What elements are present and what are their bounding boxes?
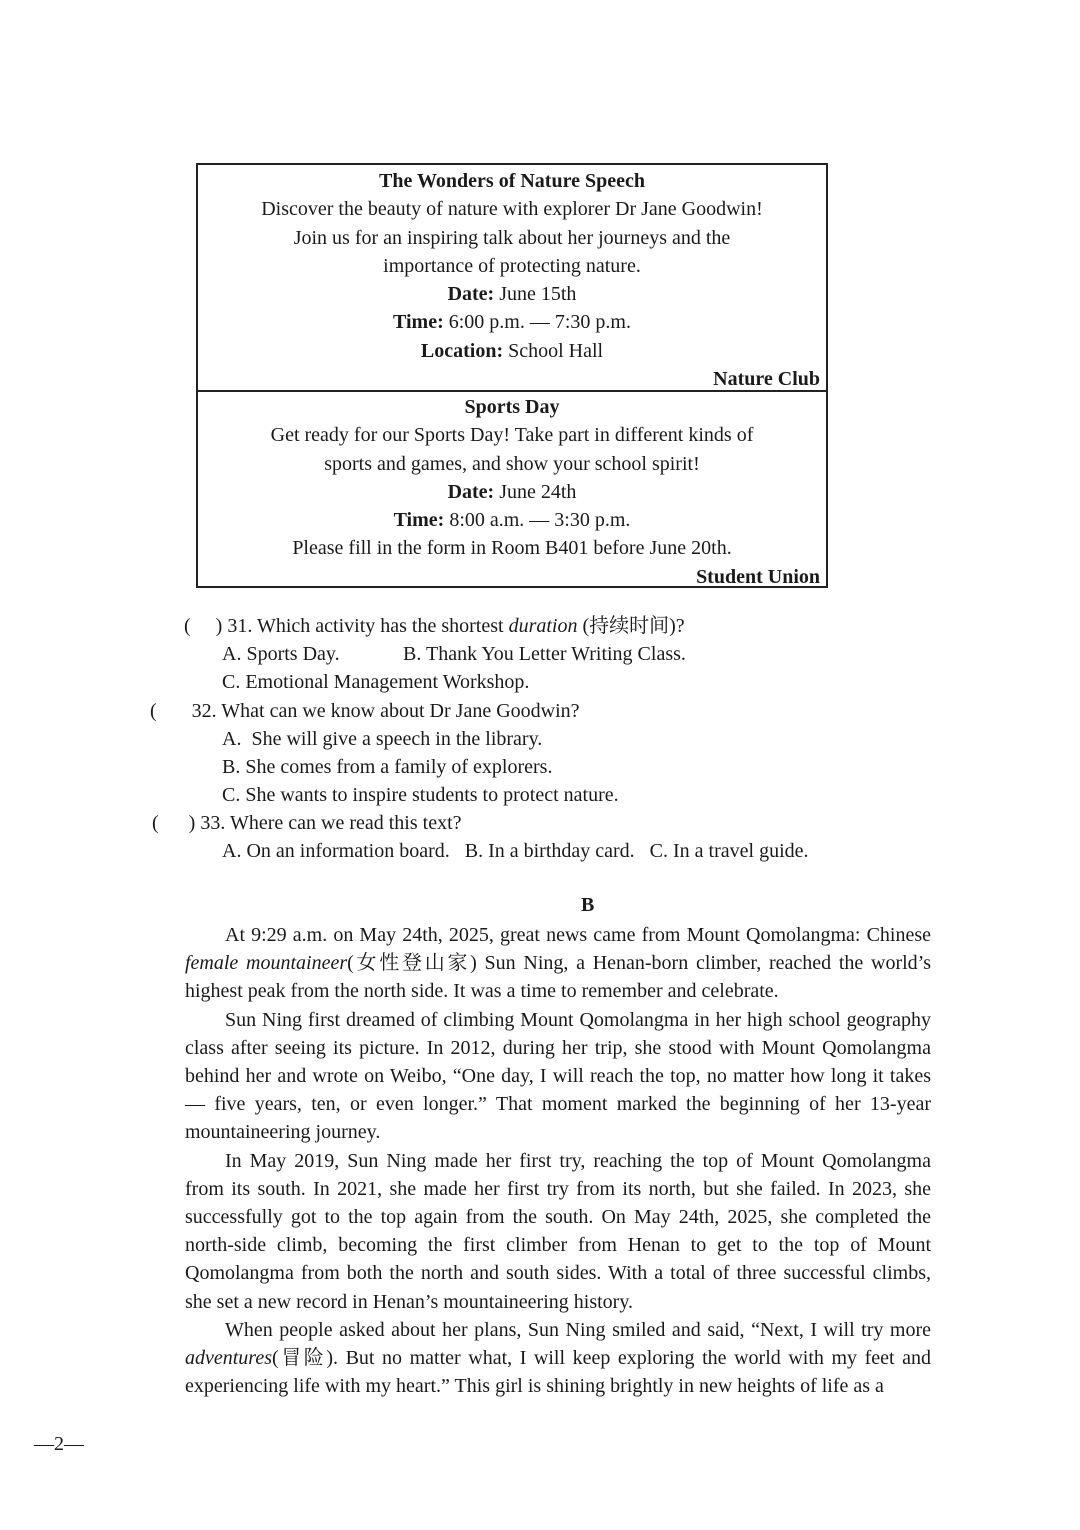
notice-organizer: Nature Club	[713, 368, 820, 391]
notice-date: Date: June 24th	[447, 480, 577, 503]
question-option: B. Thank You Letter Writing Class.	[403, 643, 686, 665]
question-option: C. She wants to inspire students to protect nature.	[222, 784, 619, 806]
notice-board	[196, 163, 828, 588]
notice-text: importance of protecting nature.	[383, 254, 641, 277]
notice-title: The Wonders of Nature Speech	[379, 170, 645, 192]
question-32: ( 32. What can we know about Dr Jane Goodwin?	[150, 700, 580, 722]
notice-divider	[198, 390, 826, 392]
notice-location: Location: School Hall	[420, 339, 604, 362]
notice-title: Sports Day	[464, 396, 560, 418]
notice-text: Please fill in the form in Room B401 before June 20th.	[292, 537, 732, 560]
notice-text: Join us for an inspiring talk about her journeys and the	[293, 226, 731, 249]
question-option: A. On an information board. B. In a birthday card. C. In a travel guide.	[222, 840, 809, 862]
notice-text: Discover the beauty of nature with explorer Dr Jane Goodwin!	[261, 198, 763, 221]
notice-date: Date: June 15th	[447, 283, 577, 306]
reading-passage	[185, 921, 931, 1400]
passage-paragraph: In May 2019, Sun Ning made her first try, reaching the top of Mount Qomolangma from its south. In 2021, she made her first try from its north, but she failed. In 2023, she successfully got to the top again from the south. On May 24th, 2025, she completed the north-side climb, becoming the first climber from Henan to get to the top of Mount Qomolangma from both the north and south sides. With a total of three successful climbs, she set a new record in Henan’s mountaineering history.	[185, 1149, 931, 1313]
notice-text: sports and games, and show your school spirit!	[324, 452, 700, 475]
notice-text: Get ready for our Sports Day! Take part in different kinds of	[270, 424, 754, 447]
notice-time: Time: 6:00 p.m. — 7:30 p.m.	[393, 311, 631, 334]
passage-paragraph: At 9:29 a.m. on May 24th, 2025, great news came from Mount Qomolangma: Chinese female mountaineer(女性登山家) Sun Ning, a Henan-born climber, reached the world’s highest peak from the north side. It was a time to remember and celebrate.	[185, 924, 931, 1003]
section-heading: B	[581, 894, 595, 916]
question-option: A. Sports Day.	[222, 643, 340, 665]
passage-paragraph: When people asked about her plans, Sun Ning smiled and said, “Next, I will try more adventures(冒险). But no matter what, I will keep exploring the world with my feet and experiencing life with my heart.” This girl is shining brightly in new heights of life as a	[185, 1318, 931, 1398]
nature-speech-notice	[198, 167, 826, 393]
passage-paragraph: Sun Ning first dreamed of climbing Mount Qomolangma in her high school geography class after seeing its picture. In 2012, during her trip, she stood with Mount Qomolangma behind her and wrote on Weibo, “One day, I will reach the top, no matter how long it takes — five years, ten, or even longer.” That moment marked the beginning of her 13-year mountaineering journey.	[185, 1008, 931, 1144]
question-option: C. Emotional Management Workshop.	[222, 671, 530, 693]
notice-organizer: Student Union	[696, 565, 820, 588]
question-option: A. She will give a speech in the library.	[222, 728, 543, 750]
question-33: ( ) 33. Where can we read this text?	[152, 812, 462, 834]
notice-time: Time: 8:00 a.m. — 3:30 p.m.	[393, 509, 631, 532]
page-number: —2—	[34, 1433, 84, 1455]
question-31: ( ) 31. Which activity has the shortest duration (持续时间)?	[184, 615, 685, 637]
sports-day-notice	[198, 393, 826, 591]
question-option: B. She comes from a family of explorers.	[222, 756, 553, 778]
